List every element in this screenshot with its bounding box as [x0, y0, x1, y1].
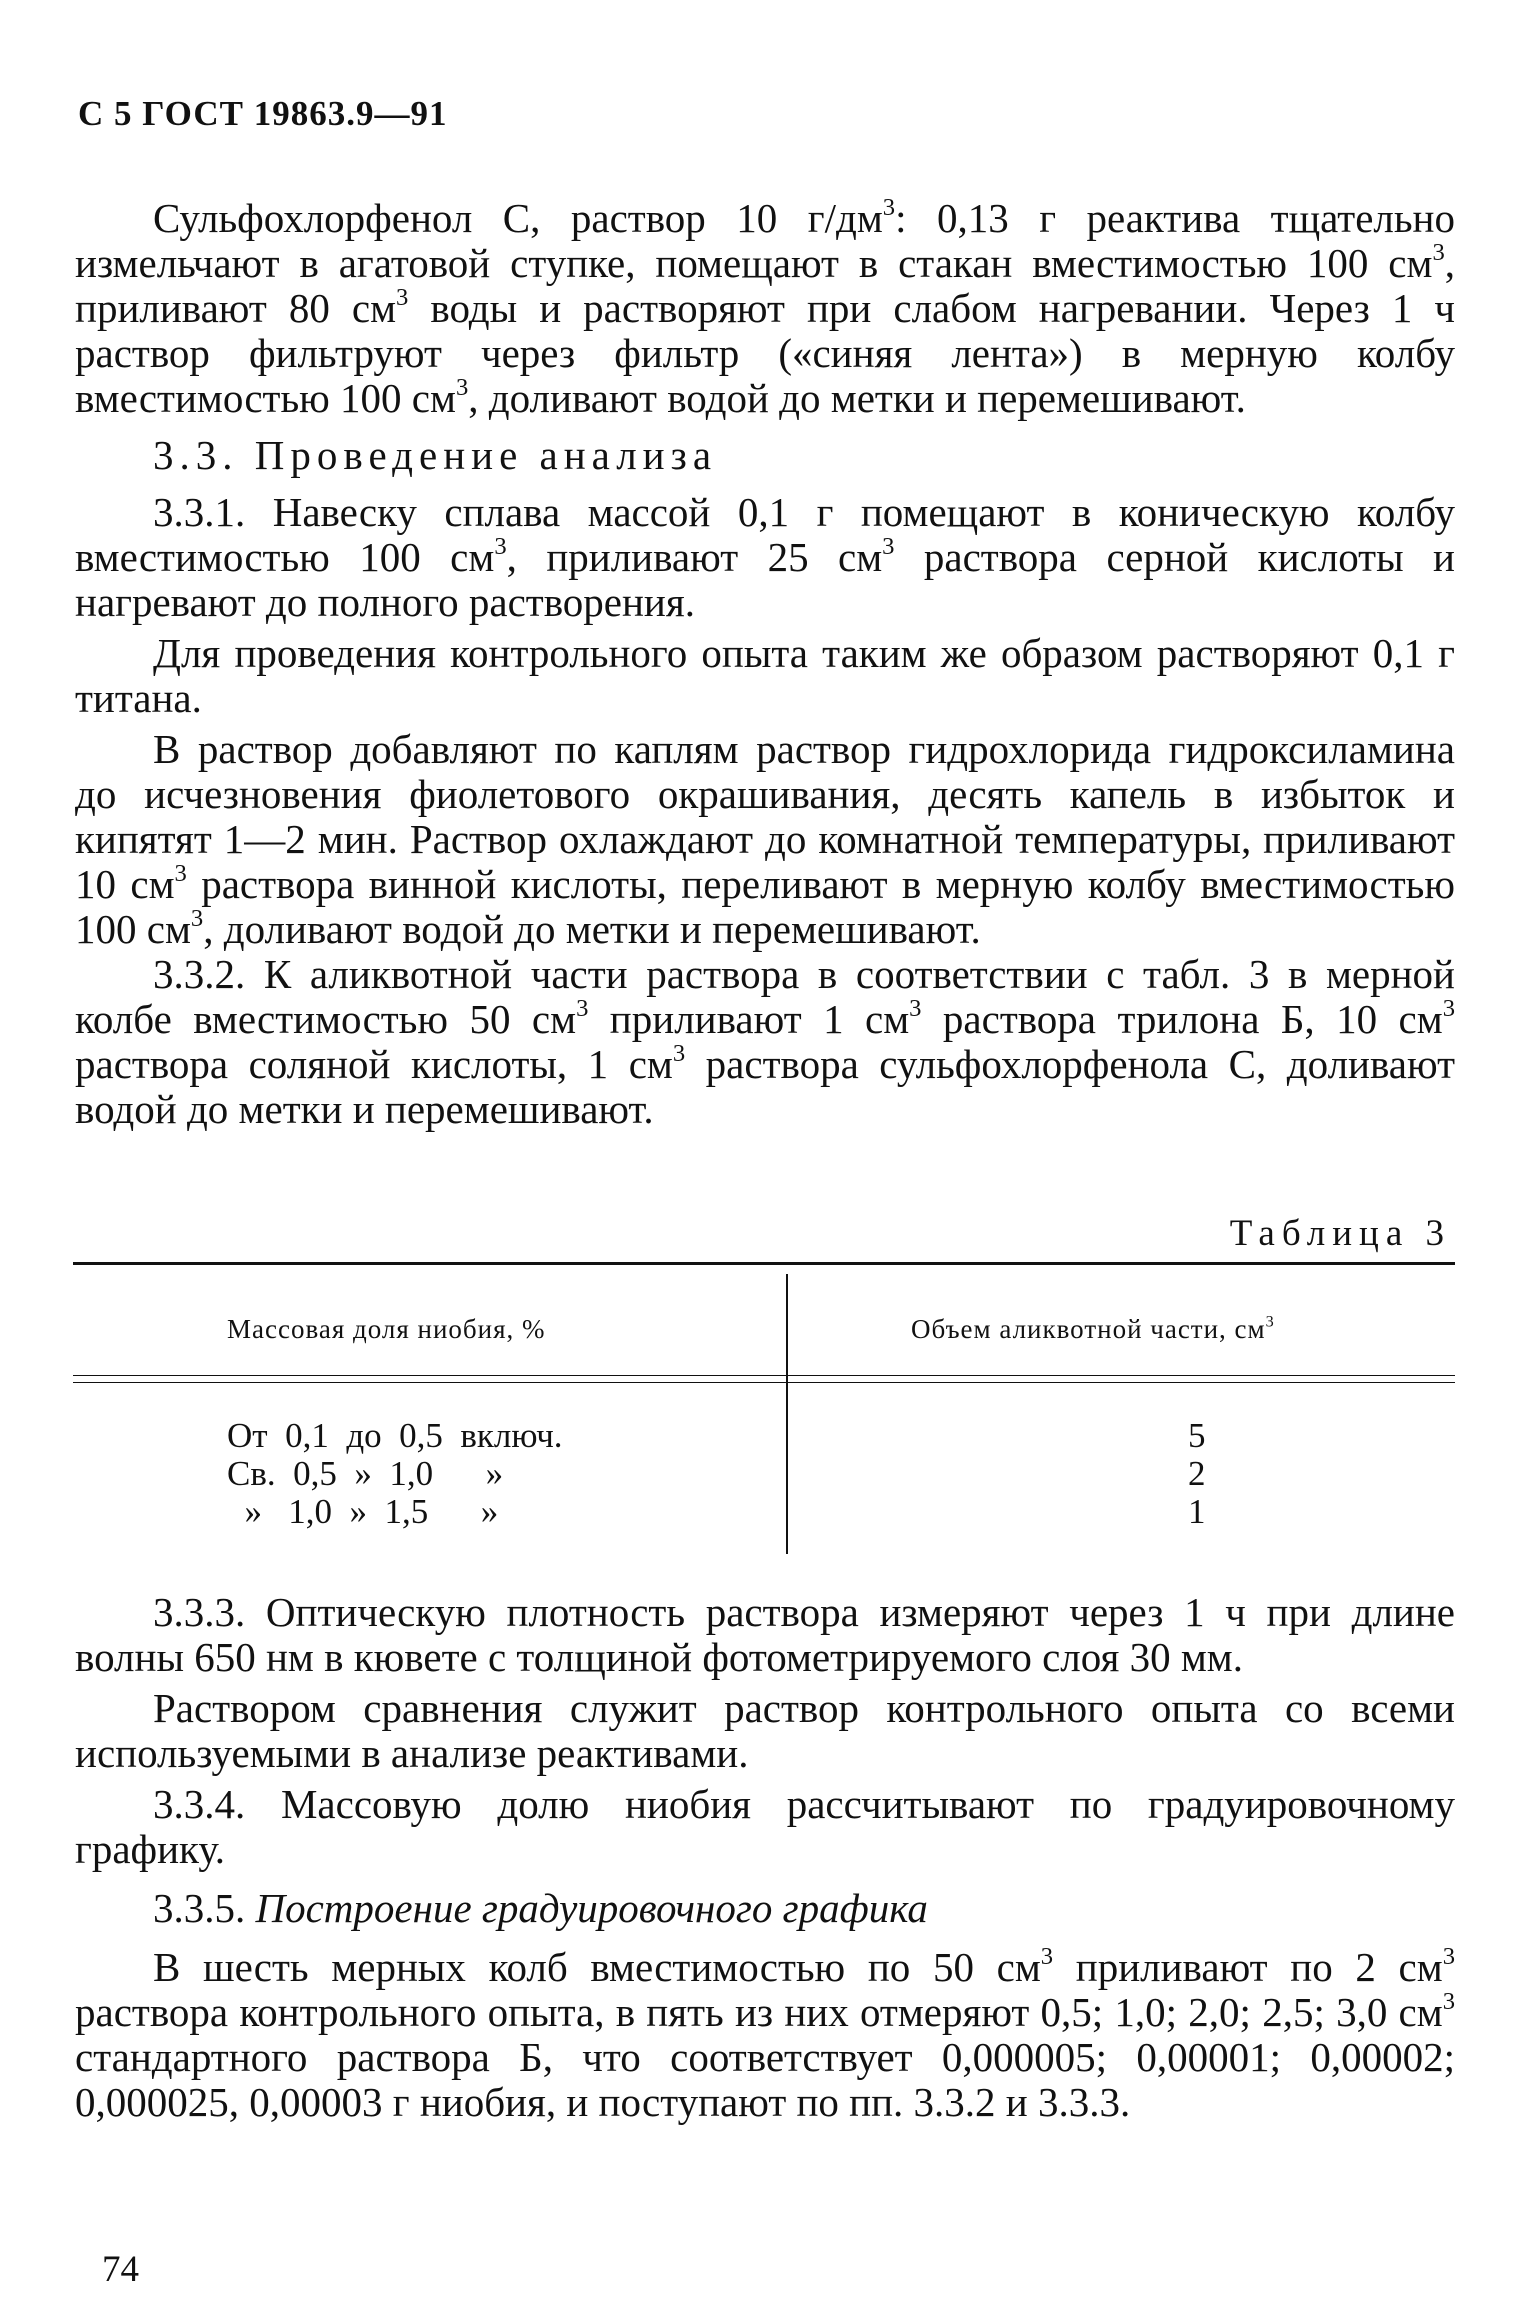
text-run: , приливают 25 см: [506, 534, 883, 580]
table-caption: Таблица 3: [1229, 1213, 1451, 1254]
text-run: В раствор добавляют по каплям раствор гидрохлорида гидроксиламина до исчезновения фиолетового окрашивания, десять капель в избыток и кипятят 1—2 мин. Раствор охлаждают до комнатной температуры, приливают 10 см: [75, 726, 1455, 907]
paragraph-comparison: Раствором сравнения служит раствор контрольного опыта со всеми используемыми в анализе реактивами.: [75, 1685, 1455, 1776]
paragraph-control: Для проведения контрольного опыта таким же образом растворяют 0,1 г титана.: [75, 630, 1455, 721]
text-run: стандартного раствора Б, что соответствует 0,000005; 0,00001; 0,00002; 0,000025, 0,00003 г ниобия, и поступают по пп. 3.3.2 и 3.3.3.: [75, 2034, 1455, 2125]
table-cell-fraction: » 1,0 » 1,5 »: [227, 1492, 499, 1531]
paragraph-3-3-2: [75, 952, 1455, 1132]
paragraph-hydroxylamine: [75, 727, 1455, 952]
paragraph-3-3-4: 3.3.4. Массовую долю ниобия рассчитывают по градуировочному графику.: [75, 1781, 1455, 1872]
section-number: 3.3.5.: [153, 1885, 256, 1931]
text-run: , доливают водой до метки и перемешивают.: [203, 906, 981, 952]
paragraph-3-3-5-title: [75, 1886, 1455, 1931]
paragraph-3-3-3: 3.3.3. Оптическую плотность раствора измеряют через 1 ч при длине волны 650 нм в кювете с толщиной фотометрируемого слоя 30 мм.: [75, 1589, 1455, 1680]
text-run: приливают 1 см: [588, 996, 910, 1042]
text-run: воды и растворяют при слабом нагревании. Через 1 ч раствор фильтруют через фильтр («синяя лента») в мерную колбу вместимостью 100 см: [75, 285, 1456, 421]
text-run: Сульфохлорфенол С, раствор 10 г/дм: [153, 195, 883, 241]
paragraph-3-3-1: [75, 490, 1455, 625]
text-block-lower: [75, 1590, 1455, 2125]
table-column-aliquot-volume: [1188, 1417, 1206, 1531]
text-run: , доливают водой до метки и перемешивают.: [468, 375, 1246, 421]
superscript: 3: [494, 532, 507, 560]
superscript: 3: [909, 994, 922, 1022]
table-header-mass-fraction: Массовая доля ниобия, %: [227, 1314, 546, 1344]
page-header: С 5 ГОСТ 19863.9—91: [78, 94, 448, 133]
table-rule-header: [73, 1375, 1455, 1376]
superscript: 3: [1442, 1942, 1455, 1970]
text-run: 3.3.2. К аликвотной части раствора в соответствии с табл. 3 в мерной колбе вместимостью 50 см: [75, 951, 1455, 1042]
section-title-3-3: 3.3. Проведение анализа: [153, 432, 718, 478]
superscript: 3: [576, 994, 589, 1022]
table-rule-header-double: [73, 1382, 1455, 1383]
superscript: 3: [455, 373, 469, 401]
paragraph-calibration: [75, 1942, 1455, 2125]
text-run: раствора контрольного опыта, в пять из них отмеряют 0,5; 1,0; 2,0; 2,5; 3,0 см: [75, 1989, 1443, 2035]
table-header-aliquot-volume: [911, 1314, 1275, 1345]
superscript: 3: [1265, 1312, 1275, 1331]
table-column-divider: [786, 1274, 788, 1554]
table-cell-volume: 1: [1188, 1492, 1206, 1531]
superscript: 3: [882, 193, 896, 221]
table-cell-volume: 2: [1188, 1454, 1206, 1493]
text-run: В шесть мерных колб вместимостью по 50 см: [153, 1944, 1041, 1990]
text-run: 3.3.1. Навеску сплава массой 0,1 г помещают в коническую колбу вместимостью 100 см: [75, 489, 1455, 580]
text-run: Объем аликвотной части, см: [911, 1314, 1266, 1344]
text-run: раствора серной кислоты и нагревают до полного растворения.: [75, 534, 1455, 625]
text-run: раствора соляной кислоты, 1 см: [75, 1041, 673, 1087]
text-run: приливают по 2 см: [1053, 1944, 1443, 1990]
superscript: 3: [1442, 994, 1456, 1022]
paragraph-reagent: [75, 193, 1456, 421]
text-run: , приливают 80 см: [75, 240, 1455, 331]
text-run: раствора трилона Б, 10 см: [921, 996, 1443, 1042]
table-cell-volume: 5: [1188, 1416, 1206, 1455]
table-3: [73, 1262, 1455, 1547]
superscript: 3: [1432, 238, 1445, 266]
superscript: 3: [174, 859, 187, 887]
text-run: : 0,13 г реактива тщательно измельчают в агатовой ступке, помещают в стакан вместимостью 100 см: [75, 195, 1455, 286]
table-rule-top: [73, 1262, 1455, 1265]
superscript: 3: [882, 532, 895, 560]
superscript: 3: [672, 1039, 686, 1067]
section-title-italic: Построение градуировочного графика: [255, 1885, 928, 1931]
text-run: раствора винной кислоты, переливают в мерную колбу вместимостью 100 см: [75, 861, 1455, 952]
superscript: 3: [1442, 1987, 1455, 2015]
table-cell-fraction: От 0,1 до 0,5 включ.: [227, 1416, 563, 1455]
page-number: 74: [102, 2249, 139, 2290]
table-cell-fraction: Св. 0,5 » 1,0 »: [227, 1454, 504, 1493]
text-run: раствора сульфохлорфенола С, доливают водой до метки и перемешивают.: [75, 1041, 1455, 1132]
text-block-upper: [75, 193, 1456, 1132]
table-column-mass-fraction: [227, 1417, 563, 1531]
superscript: 3: [396, 283, 409, 311]
superscript: 3: [190, 904, 204, 932]
superscript: 3: [1040, 1942, 1054, 1970]
